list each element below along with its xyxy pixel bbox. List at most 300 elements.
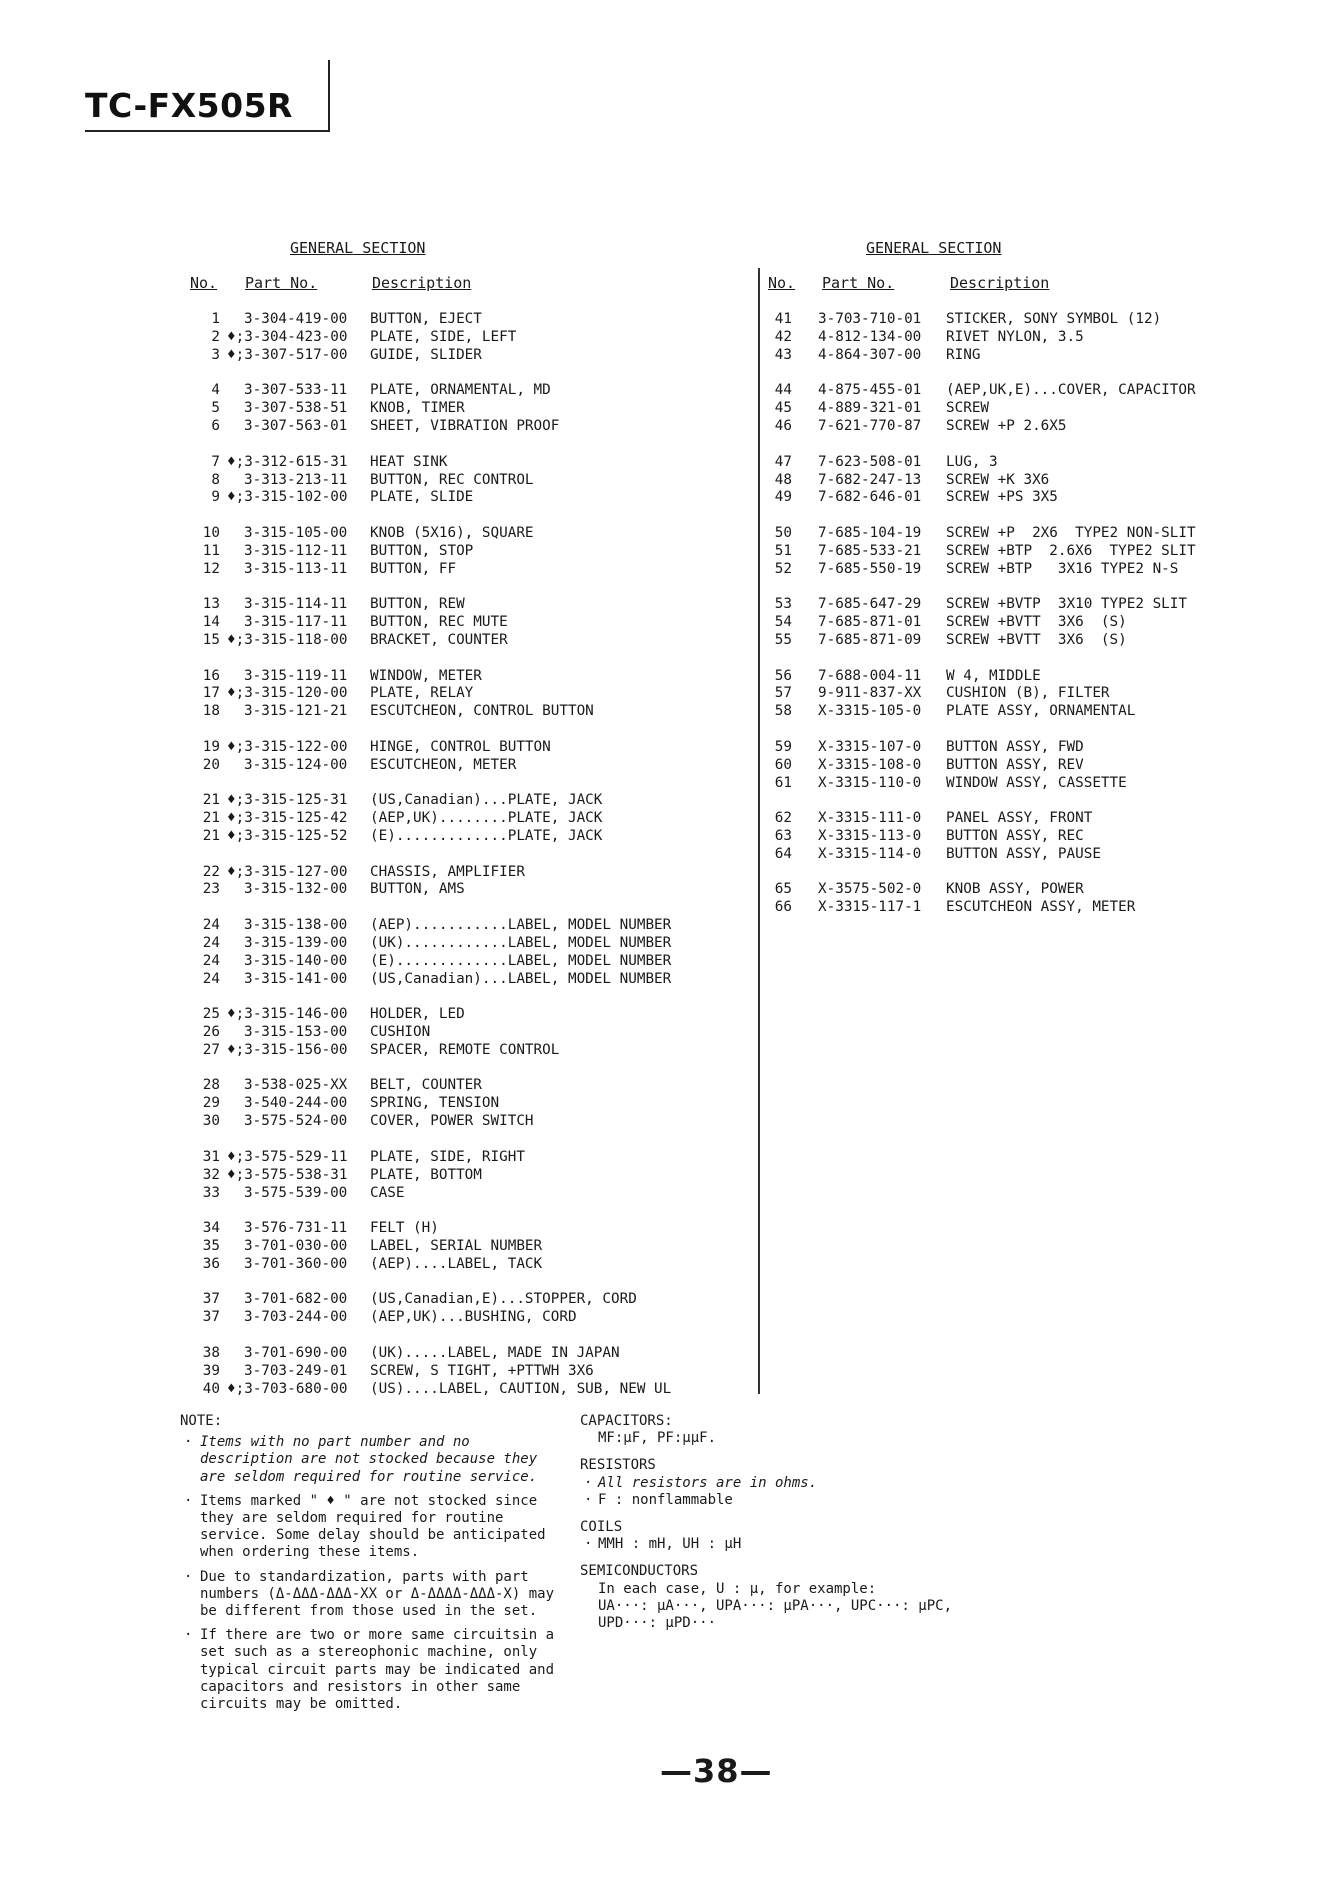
- part-index: 16: [202, 667, 220, 684]
- part-index: 66: [774, 899, 792, 916]
- part-description: SCREW +BVTT 3X6 (S): [946, 614, 1127, 631]
- part-description: SCREW, S TIGHT, +PTTWH 3X6: [370, 1362, 594, 1379]
- parts-row: [760, 525, 1220, 543]
- part-description: FELT (H): [370, 1220, 439, 1236]
- part-number: ♦;3-575-529-11: [227, 1148, 348, 1165]
- part-number: 7-685-871-09: [818, 632, 922, 648]
- part-index: 55: [774, 632, 792, 648]
- parts-row: [760, 561, 1220, 579]
- parts-row: [760, 703, 1220, 721]
- part-number: 7-623-508-01: [818, 453, 922, 470]
- part-index: 25: [202, 1006, 220, 1023]
- part-number: 7-685-871-01: [818, 614, 922, 631]
- part-description: (AEP,UK)...BUSHING, CORD: [370, 1309, 577, 1326]
- part-description: HEAT SINK: [370, 453, 448, 470]
- part-index: 24: [202, 952, 220, 969]
- part-number: 7-621-770-87: [818, 418, 922, 435]
- part-description: W 4, MIDDLE: [946, 667, 1041, 684]
- part-index: 62: [774, 810, 792, 827]
- parts-row: [180, 1006, 740, 1024]
- part-number: 7-682-646-01: [818, 489, 922, 506]
- part-number: X-3315-113-0: [818, 828, 922, 844]
- part-index: 54: [774, 614, 792, 631]
- left-header-description: Description: [372, 274, 472, 292]
- parts-row: [180, 971, 740, 989]
- part-index: 24: [202, 916, 220, 933]
- part-index: 31: [202, 1148, 220, 1165]
- part-description: STICKER, SONY SYMBOL (12): [946, 311, 1162, 327]
- part-index: 64: [774, 845, 792, 862]
- parts-row: [180, 1256, 740, 1274]
- resistors-item: · All resistors are in ohms.: [580, 1475, 1060, 1492]
- parts-row: [180, 1291, 740, 1309]
- parts-row: [760, 418, 1220, 436]
- part-description: BUTTON, EJECT: [370, 311, 482, 327]
- part-number: 3-703-249-01: [244, 1362, 348, 1379]
- part-description: (AEP,UK,E)...COVER, CAPACITOR: [946, 382, 1196, 399]
- part-number: 3-703-244-00: [244, 1309, 348, 1326]
- part-description: KNOB ASSY, POWER: [946, 881, 1084, 898]
- part-number: X-3315-108-0: [818, 756, 922, 773]
- left-section-title: GENERAL SECTION: [290, 239, 426, 257]
- part-number: 3-538-025-XX: [244, 1077, 348, 1094]
- parts-row: [760, 810, 1220, 828]
- left-header-part: Part No.: [245, 274, 318, 292]
- part-description: (AEP)....LABEL, TACK: [370, 1255, 543, 1272]
- coils-title: COILS: [580, 1519, 623, 1536]
- part-index: 15: [202, 632, 220, 648]
- part-number: 3-701-682-00: [244, 1291, 348, 1308]
- part-description: HINGE, CONTROL BUTTON: [370, 738, 551, 755]
- part-description: SCREW +BTP 2.6X6 TYPE2 SLIT: [946, 542, 1196, 559]
- part-index: 32: [202, 1166, 220, 1183]
- part-description: SCREW +BVTT 3X6 (S): [946, 632, 1127, 648]
- part-description: PLATE ASSY, ORNAMENTAL: [946, 703, 1136, 720]
- part-number: 3-701-030-00: [244, 1237, 348, 1254]
- parts-row: [760, 828, 1220, 846]
- part-number: ♦;3-315-156-00: [227, 1041, 348, 1058]
- part-index: 57: [774, 685, 792, 702]
- part-number: 3-315-113-11: [244, 560, 348, 577]
- part-index: 56: [774, 667, 792, 684]
- part-description: (E).............LABEL, MODEL NUMBER: [370, 952, 672, 969]
- parts-row: [180, 614, 740, 632]
- parts-row: [760, 543, 1220, 561]
- part-number: X-3315-105-0: [818, 703, 922, 720]
- parts-row: [180, 792, 740, 810]
- part-description: ESCUTCHEON ASSY, METER: [946, 899, 1136, 916]
- part-number: 3-315-132-00: [244, 881, 348, 898]
- part-description: LUG, 3: [946, 453, 998, 470]
- parts-row: [180, 881, 740, 899]
- part-number: ♦;3-304-423-00: [227, 328, 348, 345]
- part-description: LABEL, SERIAL NUMBER: [370, 1237, 543, 1254]
- part-description: RING: [946, 346, 981, 363]
- part-description: PLATE, BOTTOM: [370, 1166, 482, 1183]
- part-index: 17: [202, 685, 220, 702]
- part-number: ♦;3-315-127-00: [227, 863, 348, 880]
- parts-row: [180, 1167, 740, 1185]
- part-description: (UK).....LABEL, MADE IN JAPAN: [370, 1344, 620, 1361]
- part-number: 7-685-647-29: [818, 596, 922, 613]
- parts-row: [180, 1381, 740, 1399]
- part-description: SCREW +BVTP 3X10 TYPE2 SLIT: [946, 596, 1188, 613]
- part-description: WINDOW, METER: [370, 667, 482, 684]
- part-index: 30: [202, 1113, 220, 1130]
- part-index: 7: [211, 453, 220, 470]
- part-index: 21: [202, 828, 220, 844]
- part-index: 46: [774, 418, 792, 435]
- parts-row: [180, 828, 740, 846]
- part-index: 65: [774, 881, 792, 898]
- part-index: 24: [202, 970, 220, 987]
- left-header-no: No.: [190, 274, 218, 292]
- part-index: 39: [202, 1362, 220, 1379]
- part-description: CUSHION (B), FILTER: [946, 685, 1110, 702]
- part-index: 44: [774, 382, 792, 399]
- parts-row: [760, 775, 1220, 793]
- parts-row: [180, 1238, 740, 1256]
- part-number: 3-315-138-00: [244, 916, 348, 933]
- part-number: 4-812-134-00: [818, 328, 922, 345]
- part-description: PLATE, ORNAMENTAL, MD: [370, 382, 551, 399]
- parts-row: [760, 311, 1220, 329]
- part-description: SPACER, REMOTE CONTROL: [370, 1041, 560, 1058]
- part-index: 45: [774, 400, 792, 417]
- part-description: BELT, COUNTER: [370, 1077, 482, 1094]
- part-index: 5: [211, 400, 220, 417]
- title-box-vertical-rule: [328, 60, 330, 132]
- part-description: PANEL ASSY, FRONT: [946, 810, 1093, 827]
- right-header-no: No.: [768, 274, 796, 292]
- part-index: 28: [202, 1077, 220, 1094]
- part-index: 11: [202, 542, 220, 559]
- part-description: BUTTON, REC CONTROL: [370, 471, 534, 488]
- part-index: 23: [202, 881, 220, 898]
- resistors-item: · F : nonflammable: [580, 1492, 1060, 1509]
- part-number: ♦;3-307-517-00: [227, 346, 348, 363]
- part-number: 7-685-533-21: [818, 542, 922, 559]
- part-number: 4-864-307-00: [818, 346, 922, 363]
- note-item: · If there are two or more same circuitsin a set such as a stereophonic machine, only typical circuit parts may be indicated and capacitors and resistors in other same circuits may be omitted.: [182, 1627, 567, 1713]
- part-description: SPRING, TENSION: [370, 1095, 500, 1112]
- parts-row: [180, 525, 740, 543]
- part-index: 2: [211, 328, 220, 345]
- note-item: · Items with no part number and no description are not stocked because they are seldom required for routine service.: [182, 1434, 567, 1486]
- parts-row: [760, 329, 1220, 347]
- part-index: 21: [202, 810, 220, 827]
- part-index: 58: [774, 703, 792, 720]
- part-number: 3-307-563-01: [244, 418, 348, 435]
- part-description: CHASSIS, AMPLIFIER: [370, 863, 525, 880]
- parts-row: [760, 739, 1220, 757]
- part-description: (US,Canadian)...PLATE, JACK: [370, 792, 603, 809]
- parts-row: [180, 596, 740, 614]
- parts-row: [180, 632, 740, 650]
- part-index: 27: [202, 1041, 220, 1058]
- parts-row: [760, 596, 1220, 614]
- part-description: PLATE, SLIDE: [370, 489, 474, 506]
- title-box-horizontal-rule: [85, 130, 330, 132]
- parts-row: [180, 864, 740, 882]
- part-description: GUIDE, SLIDER: [370, 346, 482, 363]
- part-index: 29: [202, 1095, 220, 1112]
- part-description: RIVET NYLON, 3.5: [946, 328, 1084, 345]
- parts-row: [760, 454, 1220, 472]
- part-description: (US)....LABEL, CAUTION, SUB, NEW UL: [370, 1380, 672, 1397]
- model-title: TC-FX505R: [85, 86, 293, 125]
- parts-row: [180, 685, 740, 703]
- parts-row: [760, 347, 1220, 365]
- part-index: 59: [774, 738, 792, 755]
- legend-block: [580, 1413, 1060, 1642]
- part-number: ♦;3-315-102-00: [227, 489, 348, 506]
- part-index: 10: [202, 524, 220, 541]
- parts-row: [180, 561, 740, 579]
- part-description: BUTTON ASSY, PAUSE: [946, 845, 1101, 862]
- part-number: 3-315-121-21: [244, 703, 348, 720]
- part-number: 3-540-244-00: [244, 1095, 348, 1112]
- part-number: 3-315-119-11: [244, 667, 348, 684]
- part-description: KNOB (5X16), SQUARE: [370, 524, 534, 541]
- part-index: 8: [211, 471, 220, 488]
- parts-row: [760, 632, 1220, 650]
- part-description: SCREW: [946, 400, 990, 417]
- part-description: WINDOW ASSY, CASSETTE: [946, 774, 1127, 791]
- parts-row: [180, 739, 740, 757]
- parts-row: [180, 329, 740, 347]
- parts-row: [180, 400, 740, 418]
- part-description: BUTTON, AMS: [370, 881, 465, 898]
- parts-row: [180, 1309, 740, 1327]
- parts-row: [760, 382, 1220, 400]
- part-number: ♦;3-315-125-42: [227, 810, 348, 827]
- note-item: · Items marked " ♦ " are not stocked since they are seldom required for routine service. Some delay should be anticipated when ordering these items.: [182, 1493, 567, 1562]
- parts-row: [180, 418, 740, 436]
- part-number: 9-911-837-XX: [818, 685, 922, 702]
- semiconductors-title: SEMICONDUCTORS: [580, 1563, 699, 1580]
- part-number: 3-575-524-00: [244, 1113, 348, 1130]
- part-description: BUTTON, REW: [370, 596, 465, 613]
- part-description: (E).............PLATE, JACK: [370, 828, 603, 844]
- part-number: ♦;3-312-615-31: [227, 453, 348, 470]
- part-index: 42: [774, 328, 792, 345]
- part-index: 50: [774, 524, 792, 541]
- part-index: 19: [202, 738, 220, 755]
- part-description: (US,Canadian,E)...STOPPER, CORD: [370, 1291, 637, 1308]
- part-description: (AEP,UK)........PLATE, JACK: [370, 810, 603, 827]
- part-index: 48: [774, 471, 792, 488]
- part-index: 35: [202, 1237, 220, 1254]
- part-number: 7-685-104-19: [818, 524, 922, 541]
- notes-title: NOTE:: [180, 1413, 223, 1429]
- part-index: 37: [202, 1309, 220, 1326]
- parts-row: [760, 489, 1220, 507]
- part-index: 18: [202, 703, 220, 720]
- part-number: X-3315-107-0: [818, 738, 922, 755]
- part-index: 9: [211, 489, 220, 506]
- parts-row: [180, 311, 740, 329]
- resistors-title: RESISTORS: [580, 1457, 656, 1474]
- semiconductors-line: UPD···: μPD···: [598, 1615, 717, 1632]
- page-number: —38—: [660, 1752, 773, 1790]
- part-number: 3-315-140-00: [244, 952, 348, 969]
- part-index: 61: [774, 774, 792, 791]
- parts-row: [180, 1024, 740, 1042]
- parts-row: [180, 1220, 740, 1238]
- part-number: ♦;3-315-120-00: [227, 685, 348, 702]
- part-description: PLATE, RELAY: [370, 685, 474, 702]
- part-number: ♦;3-315-118-00: [227, 632, 348, 648]
- semiconductors-line: UA···: μA···, UPA···: μPA···, UPC···: μPC,: [598, 1597, 953, 1614]
- part-number: ♦;3-315-125-52: [227, 828, 348, 844]
- part-index: 37: [202, 1291, 220, 1308]
- part-index: 14: [202, 614, 220, 631]
- part-index: 21: [202, 792, 220, 809]
- part-description: SCREW +PS 3X5: [946, 489, 1058, 506]
- part-index: 53: [774, 596, 792, 613]
- part-index: 20: [202, 756, 220, 773]
- parts-row: [180, 347, 740, 365]
- part-index: 40: [202, 1380, 220, 1397]
- parts-row: [180, 1077, 740, 1095]
- part-index: 33: [202, 1184, 220, 1201]
- capacitors-title: CAPACITORS:: [580, 1413, 673, 1429]
- part-number: 7-682-247-13: [818, 471, 922, 488]
- part-description: CUSHION: [370, 1024, 431, 1040]
- parts-row: [180, 1345, 740, 1363]
- part-index: 1: [211, 311, 220, 327]
- parts-row: [180, 1363, 740, 1381]
- parts-row: [180, 1042, 740, 1060]
- part-number: 3-307-533-11: [244, 382, 348, 399]
- parts-row: [760, 614, 1220, 632]
- part-index: 41: [774, 311, 792, 327]
- part-number: 3-315-124-00: [244, 756, 348, 773]
- part-number: X-3315-111-0: [818, 810, 922, 827]
- part-number: X-3315-110-0: [818, 774, 922, 791]
- part-index: 6: [211, 418, 220, 435]
- right-section-title: GENERAL SECTION: [866, 239, 1002, 257]
- part-description: SHEET, VIBRATION PROOF: [370, 418, 560, 435]
- parts-row: [180, 472, 740, 490]
- parts-row: [180, 953, 740, 971]
- part-number: X-3315-114-0: [818, 845, 922, 862]
- right-header-description: Description: [950, 274, 1050, 292]
- part-index: 12: [202, 560, 220, 577]
- parts-row: [180, 668, 740, 686]
- part-number: 4-889-321-01: [818, 400, 922, 417]
- parts-row: [180, 1113, 740, 1131]
- part-description: PLATE, SIDE, RIGHT: [370, 1148, 525, 1165]
- part-index: 63: [774, 828, 792, 844]
- parts-row: [760, 899, 1220, 917]
- part-index: 49: [774, 489, 792, 506]
- part-number: 3-575-539-00: [244, 1184, 348, 1201]
- part-description: ESCUTCHEON, METER: [370, 756, 517, 773]
- part-number: 3-315-114-11: [244, 596, 348, 613]
- part-description: SCREW +P 2.6X5: [946, 418, 1067, 435]
- parts-row: [180, 810, 740, 828]
- parts-row: [180, 1149, 740, 1167]
- part-number: 3-315-117-11: [244, 614, 348, 631]
- part-index: 26: [202, 1024, 220, 1040]
- note-item: · Due to standardization, parts with part numbers (Δ-ΔΔΔ-ΔΔΔ-XX or Δ-ΔΔΔΔ-ΔΔΔ-X) may be different from those used in the set.: [182, 1569, 567, 1621]
- parts-row: [180, 489, 740, 507]
- part-description: BUTTON ASSY, FWD: [946, 738, 1084, 755]
- part-index: 34: [202, 1220, 220, 1236]
- semiconductors-line: In each case, U : μ, for example:: [598, 1580, 877, 1597]
- part-number: 3-315-139-00: [244, 934, 348, 951]
- part-description: SCREW +K 3X6: [946, 471, 1050, 488]
- coils-item: · MMH : mH, UH : μH: [580, 1536, 1060, 1553]
- capacitors-text: MF:μF, PF:μμF.: [598, 1430, 717, 1447]
- part-description: COVER, POWER SWITCH: [370, 1113, 534, 1130]
- part-number: 3-307-538-51: [244, 400, 348, 417]
- right-header-part: Part No.: [822, 274, 895, 292]
- parts-row: [180, 543, 740, 561]
- part-number: 7-685-550-19: [818, 560, 922, 577]
- part-number: 7-688-004-11: [818, 667, 922, 684]
- part-description: BUTTON, STOP: [370, 542, 474, 559]
- part-number: 4-875-455-01: [818, 382, 922, 399]
- part-index: 47: [774, 453, 792, 470]
- part-number: ♦;3-315-122-00: [227, 738, 348, 755]
- part-index: 24: [202, 934, 220, 951]
- part-index: 52: [774, 560, 792, 577]
- part-number: 3-304-419-00: [244, 311, 348, 327]
- part-number: ♦;3-315-146-00: [227, 1006, 348, 1023]
- part-number: 3-315-141-00: [244, 970, 348, 987]
- parts-row: [760, 881, 1220, 899]
- parts-row: [760, 757, 1220, 775]
- parts-row: [180, 935, 740, 953]
- part-description: (AEP)...........LABEL, MODEL NUMBER: [370, 916, 672, 933]
- part-number: 3-313-213-11: [244, 471, 348, 488]
- part-description: SCREW +P 2X6 TYPE2 NON-SLIT: [946, 524, 1196, 541]
- part-index: 13: [202, 596, 220, 613]
- part-number: 3-701-360-00: [244, 1255, 348, 1272]
- part-number: 3-315-105-00: [244, 524, 348, 541]
- parts-row: [760, 472, 1220, 490]
- part-number: 3-703-710-01: [818, 311, 922, 327]
- part-index: 43: [774, 346, 792, 363]
- part-index: 4: [211, 382, 220, 399]
- part-description: HOLDER, LED: [370, 1006, 465, 1023]
- part-number: 3-701-690-00: [244, 1344, 348, 1361]
- part-description: (UK)............LABEL, MODEL NUMBER: [370, 934, 672, 951]
- parts-row: [180, 703, 740, 721]
- parts-row: [180, 454, 740, 472]
- part-description: BUTTON ASSY, REV: [946, 756, 1084, 773]
- part-description: BUTTON ASSY, REC: [946, 828, 1084, 844]
- parts-row: [180, 757, 740, 775]
- part-index: 3: [211, 346, 220, 363]
- parts-row: [180, 382, 740, 400]
- part-index: 51: [774, 542, 792, 559]
- part-description: KNOB, TIMER: [370, 400, 465, 417]
- parts-row: [180, 1185, 740, 1203]
- part-description: BUTTON, FF: [370, 560, 457, 577]
- parts-row: [760, 846, 1220, 864]
- parts-row: [760, 400, 1220, 418]
- part-number: 3-315-112-11: [244, 542, 348, 559]
- part-number: 3-576-731-11: [244, 1220, 348, 1236]
- part-number: ♦;3-703-680-00: [227, 1380, 348, 1397]
- part-number: X-3315-117-1: [818, 899, 922, 916]
- part-description: CASE: [370, 1184, 405, 1201]
- part-number: 3-315-153-00: [244, 1024, 348, 1040]
